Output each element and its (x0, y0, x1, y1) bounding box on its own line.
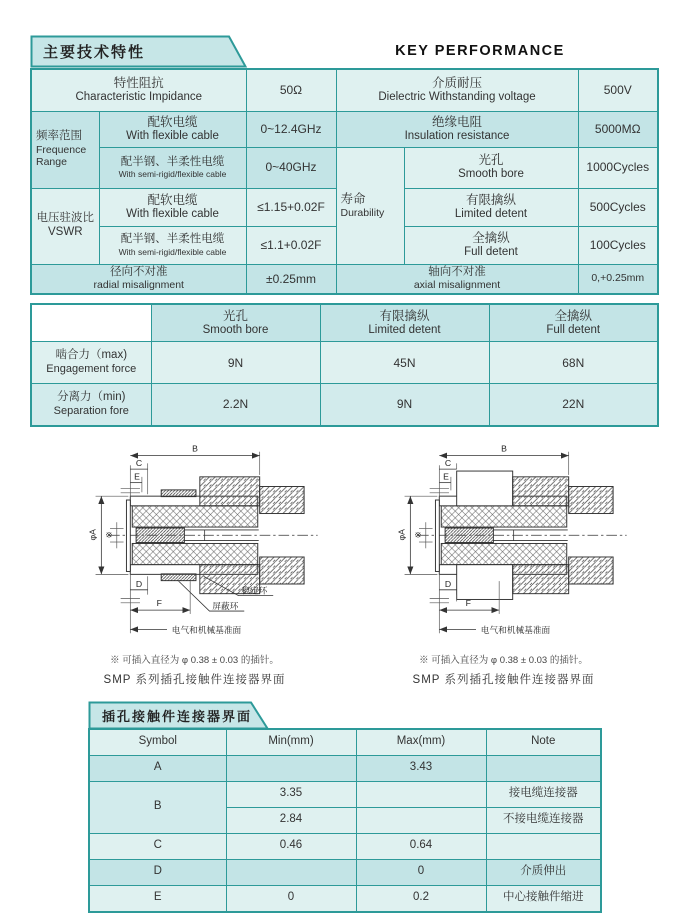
force-col2-en: Full detent (546, 323, 601, 336)
table-row-e (89, 885, 601, 912)
insulator-crosshatch-bottom (132, 543, 258, 564)
impedance-label (31, 69, 246, 111)
radial-en: radial misalignment (93, 279, 184, 292)
axial-cn: 轴向不对准 (428, 265, 486, 278)
interface-drawings (0, 440, 684, 687)
insulation-label (336, 111, 578, 147)
dim-label-c: C (135, 458, 142, 469)
smp-jack-cross-section-drawing-left (55, 440, 335, 645)
symbol-cell: E (89, 885, 226, 912)
note-cell: 接电缆连接器 (486, 781, 601, 807)
dim-label-b: B (191, 443, 198, 454)
min-cell: 3.35 (226, 781, 356, 807)
col-header-note: Note (486, 729, 601, 756)
smooth-bore-en: Smooth bore (458, 168, 524, 181)
vswr-flexible-cn: 配软电缆 (147, 192, 198, 207)
vswr-label (31, 188, 99, 264)
full-detent-label (404, 226, 578, 264)
frequency-en2: Range (36, 156, 67, 169)
dielectric-value: 500V (578, 69, 658, 111)
engagement-cn: 啮合力（max) (55, 349, 128, 362)
datum-plane-callout: 电气和机械基准面 (480, 624, 550, 635)
symbol-cell: D (89, 859, 226, 885)
limited-detent-value: 500Cycles (578, 188, 658, 226)
dim-label-f: F (156, 598, 162, 609)
impedance-cn: 特性阻抗 (113, 75, 164, 90)
separation-cn: 分离力（min) (57, 391, 126, 404)
smooth-bore-cn: 光孔 (478, 153, 504, 168)
stabilizing-ring-callout: 稳定环 (240, 585, 267, 596)
symbol-cell: A (89, 755, 226, 781)
dim-label-b: B (500, 443, 507, 454)
full-detent-value: 100Cycles (578, 226, 658, 264)
note-cell: 介质伸出 (486, 859, 601, 885)
dim-label-c: C (444, 458, 451, 469)
force-col-smooth-bore (151, 304, 320, 342)
vswr-flexible-value: ≤1.15+0.02F (246, 188, 336, 226)
freq-flexible-label (99, 111, 246, 147)
freq-flexible-en: With flexible cable (126, 129, 219, 142)
note-cell (486, 755, 601, 781)
key-performance-table (30, 68, 659, 295)
note-cell: 中心接触件缩进 (486, 885, 601, 912)
insulator-crosshatch-bottom (441, 543, 567, 564)
outer-shell-hatch-top (199, 477, 259, 506)
col-header-max: Max(mm) (356, 729, 486, 756)
insulation-en: Insulation resistance (404, 129, 510, 142)
dim-label-e: E (133, 471, 140, 482)
note-cell (486, 833, 601, 859)
smp-connector-datasheet-page (0, 35, 684, 917)
force-col0-cn: 光孔 (222, 308, 248, 323)
vswr-semirigid-en: With semi-rigid/flexible cable (118, 246, 227, 257)
table-row-a (89, 755, 601, 781)
freq-flexible-cn: 配软电缆 (147, 114, 198, 129)
freq-semirigid-label (99, 147, 246, 188)
dim-label-f: F (465, 598, 471, 609)
vswr-semirigid-cn: 配半钢、半柔性电缆 (120, 233, 225, 245)
limited-detent-label (404, 188, 578, 226)
drawing-caption-left: SMP 系列插孔接触件连接器界面 (103, 673, 286, 686)
min-cell (226, 859, 356, 885)
col-header-min: Min(mm) (226, 729, 356, 756)
datum-plane-callout: 电气和机械基准面 (171, 624, 241, 635)
max-cell: 0.64 (356, 833, 486, 859)
dim-label-phi-a: φA (87, 528, 98, 541)
min-cell: 2.84 (226, 807, 356, 833)
freq-semirigid-cn: 配半钢、半柔性电缆 (120, 155, 225, 168)
force-col1-en: Limited detent (368, 323, 441, 336)
insulator-crosshatch-top (132, 506, 258, 527)
drawing-caption-right: SMP 系列插孔接触件连接器界面 (412, 673, 595, 686)
vswr-flexible-label (99, 188, 246, 226)
radial-cn: 径向不对准 (110, 265, 168, 278)
col-header-symbol: Symbol (89, 729, 226, 756)
shell-block-top (456, 471, 512, 506)
freq-semirigid-en: With semi-rigid/flexible cable (118, 169, 227, 180)
smooth-bore-value: 1000Cycles (578, 147, 658, 188)
socket-contact (136, 528, 184, 542)
max-cell: 0 (356, 859, 486, 885)
force-col0-en: Smooth bore (202, 323, 269, 336)
impedance-value: 50Ω (246, 69, 336, 111)
force-col2-cn: 全擒纵 (554, 308, 592, 323)
force-col-full-detent (489, 304, 658, 342)
symbol-cell: C (89, 833, 226, 859)
vswr-semirigid-value: ≤1.1+0.02F (246, 226, 336, 264)
axial-value: 0,+0.25mm (578, 264, 658, 294)
insulation-cn: 绝缘电阻 (431, 114, 482, 129)
insulator-crosshatch-top (441, 506, 567, 527)
dim-label-phi-a: φA (396, 528, 407, 541)
dim-label-star: ※ (103, 531, 114, 539)
outer-shell-hatch-top (512, 477, 568, 506)
force-col-limited-detent (320, 304, 489, 342)
shielding-ring-callout: 屏蔽环 (211, 601, 238, 612)
insulation-value: 5000MΩ (578, 111, 658, 147)
radial-label (31, 264, 246, 294)
page-header (30, 35, 657, 68)
frequency-cn: 频率范围 (36, 130, 82, 142)
min-cell: 0 (226, 885, 356, 912)
symbol-cell: B (89, 781, 226, 833)
dim-label-e: E (442, 471, 449, 482)
table-row-c (89, 833, 601, 859)
page-title-en: KEY PERFORMANCE (395, 43, 565, 59)
note-cell: 不接电缆连接器 (486, 807, 601, 833)
engagement-full-value: 68N (489, 342, 658, 384)
engagement-smooth-value: 9N (151, 342, 320, 384)
dim-label-d: D (135, 578, 142, 589)
durability-cn: 寿命 (340, 191, 366, 206)
shield-ring-knurl-bottom (161, 574, 196, 581)
smooth-bore-label (404, 147, 578, 188)
min-cell (226, 755, 356, 781)
limited-detent-cn: 有限擒纵 (465, 192, 516, 207)
interface-table-section (88, 701, 600, 913)
socket-contact (445, 528, 493, 542)
frequency-en1: Frequence (36, 143, 87, 156)
frequency-range-label (31, 111, 99, 188)
axial-label (336, 264, 578, 294)
min-cell: 0.46 (226, 833, 356, 859)
force-table-corner-cell (31, 304, 151, 342)
dim-label-star: ※ (412, 531, 423, 539)
engagement-limited-value: 45N (320, 342, 489, 384)
max-cell (356, 781, 486, 807)
smp-jack-cross-section-drawing-right (364, 440, 644, 645)
engagement-force-label (31, 342, 151, 384)
outer-shell-hatch-bottom (512, 565, 568, 594)
probe-note-left: ※ 可插入直径为 φ 0.38 ± 0.03 的插针。 (110, 654, 279, 666)
engagement-en: Engagement force (46, 363, 137, 376)
drawing-figure-right (351, 440, 656, 687)
interface-dimension-table (88, 728, 602, 913)
separation-limited-value: 9N (320, 384, 489, 426)
max-cell: 0.2 (356, 885, 486, 912)
dielectric-label (336, 69, 578, 111)
shell-block-bottom (456, 565, 512, 600)
separation-force-label (31, 384, 151, 426)
table-row-d (89, 859, 601, 885)
vswr-cn: 电压驻波比 (36, 212, 94, 225)
engagement-force-table (30, 303, 659, 427)
separation-full-value: 22N (489, 384, 658, 426)
dielectric-cn: 介质耐压 (431, 75, 482, 90)
durability-en: Durability (340, 206, 385, 219)
radial-value: ±0.25mm (246, 264, 336, 294)
connector-body (109, 477, 318, 594)
freq-semirigid-value: 0~40GHz (246, 147, 336, 188)
dielectric-en: Dielectric Withstanding voltage (378, 90, 536, 103)
shield-ring-knurl-top (161, 490, 196, 497)
axial-en: axial misalignment (413, 279, 501, 292)
full-detent-cn: 全擒纵 (472, 230, 510, 245)
max-cell (356, 807, 486, 833)
full-detent-en: Full detent (464, 245, 518, 258)
force-col1-cn: 有限擒纵 (379, 308, 430, 323)
vswr-en: VSWR (48, 226, 83, 238)
drawing-figure-left (42, 440, 347, 687)
separation-smooth-value: 2.2N (151, 384, 320, 426)
page-title-cn: 主要技术特性 (43, 44, 146, 61)
max-cell: 3.43 (356, 755, 486, 781)
limited-detent-en: Limited detent (454, 207, 528, 220)
freq-flexible-value: 0~12.4GHz (246, 111, 336, 147)
durability-label (336, 147, 404, 264)
separation-en: Separation fore (53, 404, 129, 417)
dim-label-d: D (444, 578, 451, 589)
interface-table-title: 插孔接触件连接器界面 (102, 708, 253, 724)
probe-note-right: ※ 可插入直径为 φ 0.38 ± 0.03 的插针。 (419, 654, 588, 666)
impedance-en: Characteristic Impidance (75, 90, 203, 103)
table-row-b1 (89, 781, 601, 807)
vswr-semirigid-label (99, 226, 246, 264)
vswr-flexible-en: With flexible cable (126, 207, 219, 220)
